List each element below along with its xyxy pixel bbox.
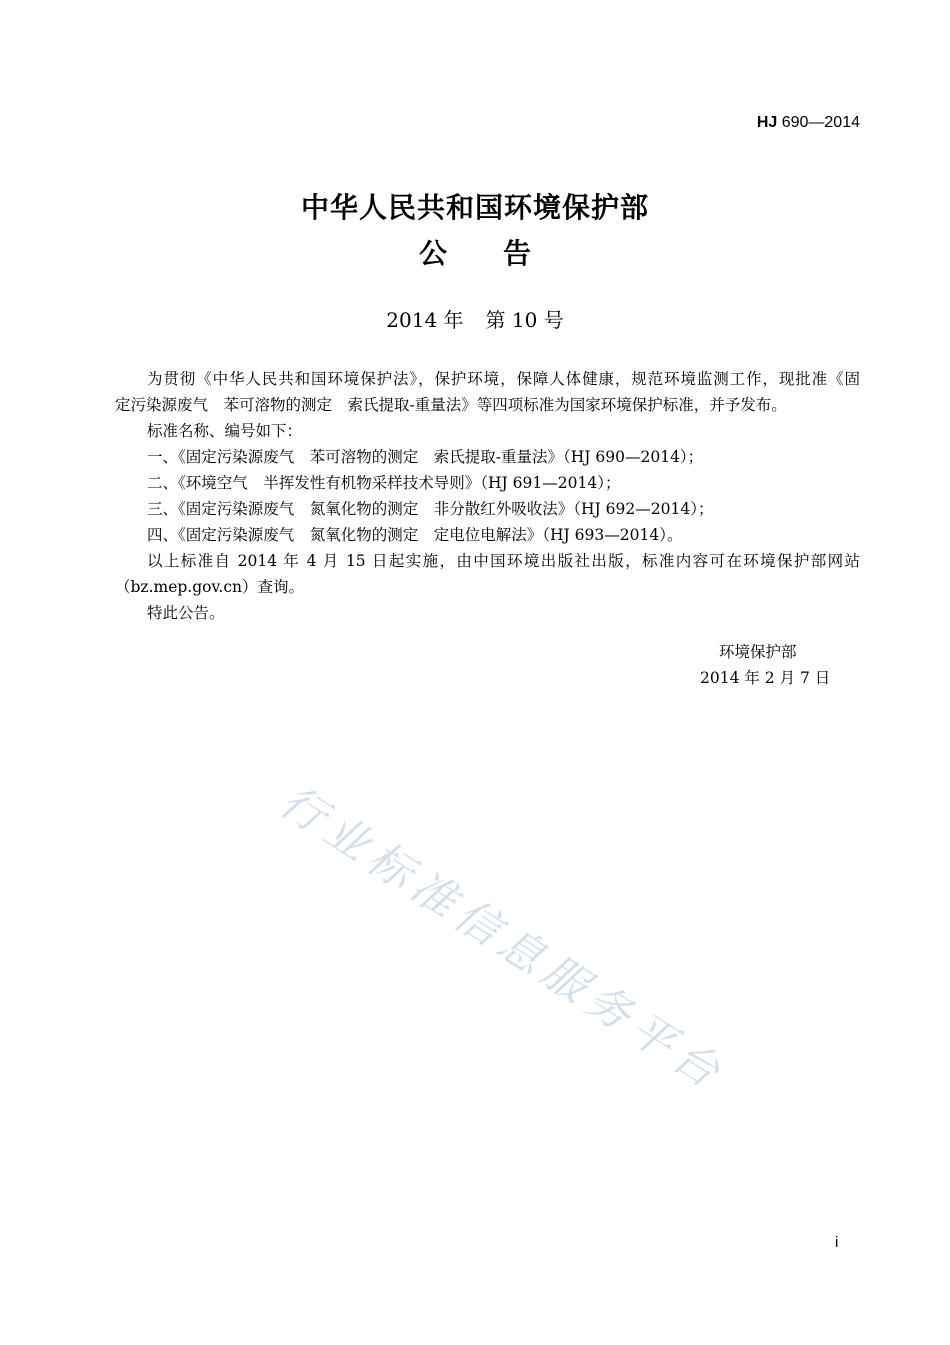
announcement-title-char-1: 公 — [418, 237, 447, 270]
standard-item-4: 四、《固定污染源废气 氮氧化物的测定 定电位电解法》（HJ 693—2014）。 — [147, 526, 683, 544]
watermark: 行业标准信息服务平台 — [270, 775, 735, 1102]
standard-item-3: 三、《固定污染源废气 氮氧化物的测定 非分散红外吸收法》（HJ 692—2014）； — [147, 500, 714, 518]
standard-item-2: 二、《环境空气 半挥发性有机物采样技术导则》（HJ 691—2014）； — [147, 474, 621, 492]
closing-line: 特此公告。 — [147, 604, 225, 622]
intro-line-1: 为贯彻《中华人民共和国环境保护法》，保护环境，保障人体健康，规范环境监测工作，现批准《固 — [147, 370, 860, 388]
list-heading: 标准名称、编号如下： — [147, 422, 303, 440]
issue-number — [0, 304, 950, 333]
signature-date: 2014 年 2 月 7 日 — [700, 669, 831, 687]
ministry-title: 中华人民共和国环境保护部 — [300, 191, 649, 224]
signature-department: 环境保护部 — [719, 643, 797, 661]
page-number: i — [835, 1234, 839, 1251]
announcement-title-char-2: 告 — [503, 237, 532, 270]
effective-line-2: （bz.mep.gov.cn）查询。 — [115, 578, 304, 596]
effective-line-1: 以上标准自 2014 年 4 月 15 日起实施，由中国环境出版社出版，标准内容可在环境保护部网站 — [147, 552, 860, 570]
standard-number: 690—2014 — [777, 114, 860, 131]
issue-year: 2014 年 — [386, 308, 464, 332]
issue-no: 第 10 号 — [485, 308, 564, 332]
announcement-title — [0, 232, 950, 272]
standard-item-1: 一、《固定污染源废气 苯可溶物的测定 索氏提取-重量法》（HJ 690—2014）； — [147, 448, 704, 466]
standard-prefix: HJ — [756, 114, 778, 131]
standard-code — [757, 114, 860, 132]
intro-line-2: 定污染源废气 苯可溶物的测定 索氏提取-重量法》等四项标准为国家环境保护标准，并予发布。 — [115, 396, 787, 414]
announcement-body — [115, 366, 860, 626]
